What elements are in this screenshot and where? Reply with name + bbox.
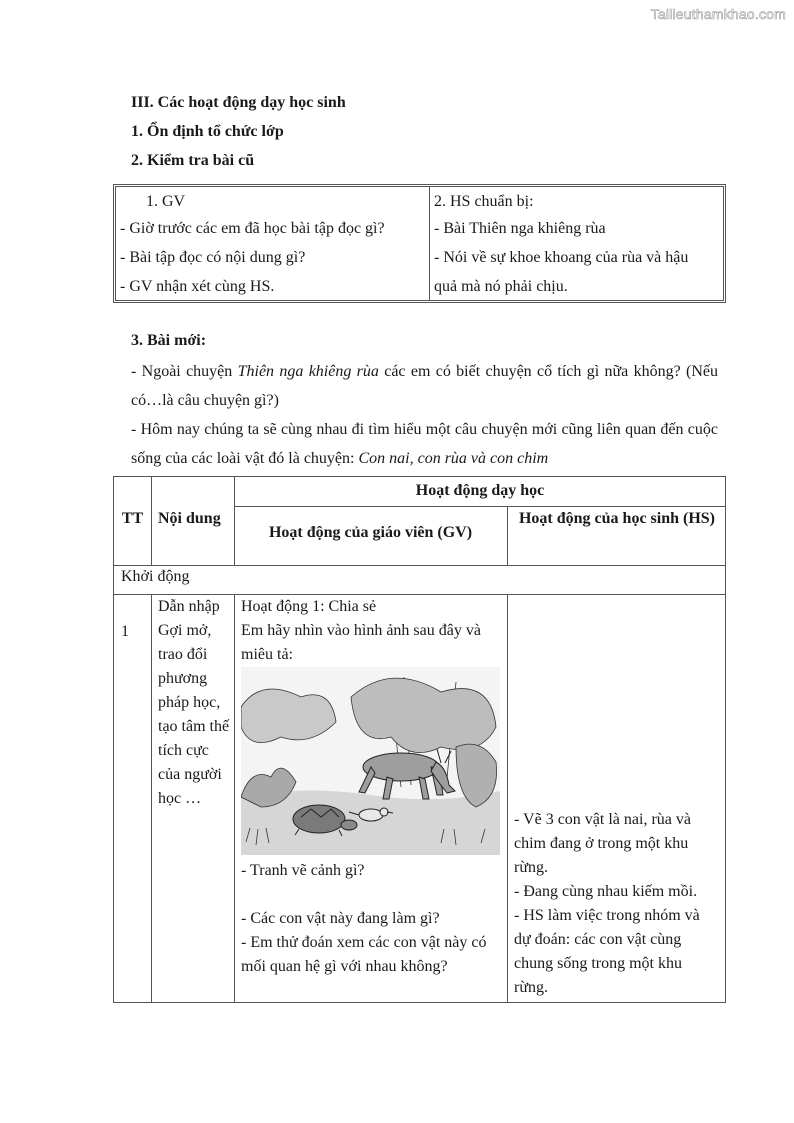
review-student-a3: quả mà nó phải chịu. xyxy=(434,278,568,295)
lesson-table xyxy=(113,476,726,1003)
section-warmup: Khởi động xyxy=(121,568,190,585)
header-teacher: Hoạt động của giáo viên (GV) xyxy=(268,524,473,541)
header-content: Nội dung xyxy=(158,510,221,527)
row-content: Dẫn nhập Gợi mở, trao đổi phương pháp học, tạo tâm thế tích cực của người học … xyxy=(158,598,230,807)
teacher-question-1: - Tranh vẽ cảnh gì? xyxy=(241,862,365,879)
student-answer-2: - Đang cùng nhau kiếm mồi. xyxy=(514,883,698,900)
review-teacher-note: - GV nhận xét cùng HS. xyxy=(120,278,275,295)
heading-new-lesson: 3. Bài mới: xyxy=(131,332,207,349)
heading-class-organization: 1. Ổn định tổ chức lớp xyxy=(131,123,284,140)
review-table xyxy=(113,184,726,303)
review-student-label: 2. HS chuẩn bị: xyxy=(434,193,534,210)
header-tt: TT xyxy=(121,510,144,527)
teacher-question-2: - Các con vật này đang làm gì? xyxy=(241,910,440,927)
review-student-a1: - Bài Thiên nga khiêng rùa xyxy=(434,220,606,237)
header-student: Hoạt động của học sinh (HS) xyxy=(518,510,716,527)
teacher-prompt: Em hãy nhìn vào hình ảnh sau đây và miêu tả: xyxy=(241,622,481,663)
student-answer-1: - Vẽ 3 con vật là nai, rùa và chim đang ở trong một khu rừng. xyxy=(514,811,691,876)
student-answer-3: - HS làm việc trong nhóm và dự đoán: các con vật cùng chung sống trong một khu rừng. xyxy=(514,907,700,996)
forest-animals-illustration xyxy=(241,667,500,855)
heading-activities: III. Các hoạt động dạy học sinh xyxy=(131,94,346,111)
review-teacher-label: 1. GV xyxy=(146,193,186,210)
header-activities: Hoạt động dạy học xyxy=(415,482,545,499)
review-teacher-q1: - Giờ trước các em đã học bài tập đọc gì? xyxy=(120,220,385,237)
review-student-a2: - Nói về sự khoe khoang của rùa và hậu xyxy=(434,249,689,266)
review-teacher-q2: - Bài tập đọc có nội dung gì? xyxy=(120,249,306,266)
teacher-question-3: - Em thử đoán xem các con vật này có mối quan hệ gì với nhau không? xyxy=(241,934,487,975)
row-number: 1 xyxy=(121,623,129,640)
heading-review: 2. Kiểm tra bài cũ xyxy=(131,152,255,169)
watermark: Tailieuthamkhao.com xyxy=(650,6,786,22)
intro-paragraph-1: - Ngoài chuyện Thiên nga khiêng rùa các em có biết chuyện cổ tích gì nữa không? (Nếu có…là câu chuyện gì?) xyxy=(131,363,719,409)
intro-paragraph-2: - Hôm nay chúng ta sẽ cùng nhau đi tìm hiểu một câu chuyện mới cũng liên quan đến cuộc sống của các loài vật đó là chuyện: Con nai, con rùa và con chim xyxy=(131,421,718,467)
teacher-activity-title: Hoạt động 1: Chia sẻ xyxy=(241,598,377,615)
